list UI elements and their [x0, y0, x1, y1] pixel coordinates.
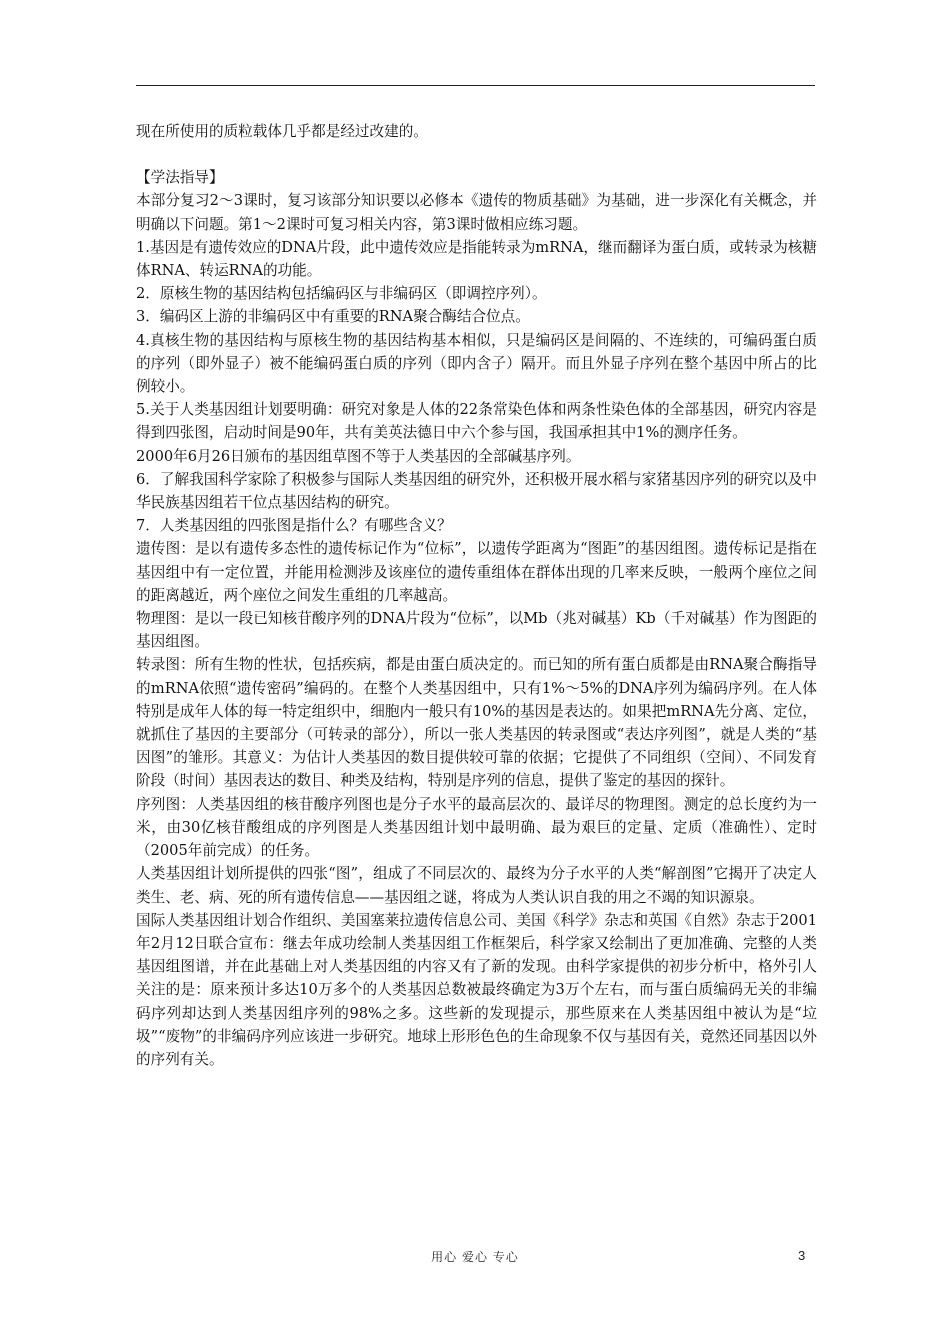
paragraph-draft-note: 2000年6月26日颁布的基因组草图不等于人类基因的全部碱基序列。 — [136, 447, 581, 465]
page-number: 3 — [798, 1248, 806, 1263]
paragraph-point-2: 2．原核生物的基因结构包括编码区与非编码区（即调控序列）。 — [136, 285, 547, 303]
paragraph-sequence-map: 序列图：人类基因组的核苷酸序列图也是分子水平的最高层次的、最详尽的物理图。测定的总长度约为一米，由30亿核苷酸组成的序列图是人类基因组计划中最明确、最为艰巨的定量、定质（准确性）、定时（2005年前完成）的任务。 — [136, 795, 817, 860]
section-heading: 【学法指导】 — [136, 169, 224, 187]
paragraph-overview: 本部分复习2～3课时，复习该部分知识要以必修本《遗传的物质基础》为基础，进一步深化有关概念，并明确以下问题。第1～2课时可复习相关内容，第3课时做相应练习题。 — [136, 192, 817, 233]
paragraph-genetic-map: 遗传图：是以有遗传多态性的遗传标记作为“位标”，以遗传学距离为“图距”的基因组图。遗传标记是指在基因组中有一定位置，并能用检测涉及该座位的遗传重组体在群体出现的几率来反映，一般两个座位之间的距离越近，两个座位之间发生重组的几率越高。 — [136, 540, 817, 604]
paragraph-gap — [136, 143, 817, 166]
paragraph-physical-map: 物理图：是以一段已知核苷酸序列的DNA片段为“位标”，以Mb（兆对碱基）Kb（千对碱基）作为图距的基因组图。 — [136, 610, 817, 651]
paragraph-transcript-map: 转录图：所有生物的性状，包括疾病，都是由蛋白质决定的。而已知的所有蛋白质都是由RNA聚合酶指导的mRNA依照“遗传密码”编码的。在整个人类基因组中，只有1%～5%的DNA序列为编码序列。在人体特别是成年人体的每一特定组织中，细胞内一般只有10%的基因是表达的。如果把mRNA先分离、定位，就抓住了基因的主要部分（可转录的部分），所以一张人类基因的转录图或“表达序列图”，就是人类的“基因图”的雏形。其意义：为估计人类基因的数目提供较可靠的依据；它提供了不同组织（空间）、不同发育阶段（时间）基因表达的数目、种类及结构，特别是序列的信息，提供了鉴定的基因的探针。 — [136, 656, 817, 790]
paragraph-intro-line: 现在所使用的质粒载体几乎都是经过改建的。 — [136, 123, 428, 140]
footer-motto: 用心 爱心 专心 — [431, 1250, 519, 1264]
paragraph-point-6: 6．了解我国科学家除了积极参与国际人类基因组的研究外，还积极开展水稻与家猪基因序列的研究以及中华民族基因组若干位点基因结构的研究。 — [136, 470, 817, 512]
paragraph-point-3: 3．编码区上游的非编码区中有重要的RNA聚合酶结合位点。 — [136, 308, 530, 326]
paragraph-point-7: 7．人类基因组的四张图是指什么？有哪些含义？ — [136, 517, 452, 535]
paragraph-point-1: 1.基因是有遗传效应的DNA片段，此中遗传效应是指能转录为mRNA，继而翻译为蛋白质，或转录为核糖体RNA、转运RNA的功能。 — [136, 238, 817, 280]
paragraph-four-maps: 人类基因组计划所提供的四张“图”，组成了不同层次的、最终为分子水平的人类“解剖图”它揭开了决定人类生、老、病、死的所有遗传信息——基因组之谜，将成为人类认识自我的用之不竭的知识源泉。 — [136, 865, 817, 906]
document-body — [136, 120, 817, 1071]
paragraph-point-4: 4.真核生物的基因结构与原核生物的基因结构基本相似，只是编码区是间隔的、不连续的，可编码蛋白质的序列（即外显子）被不能编码蛋白质的序列（即内含子）隔开。而且外显子序列在整个基因中所占的比例较小。 — [136, 331, 817, 396]
header-rule — [136, 85, 815, 86]
paragraph-point-5: 5.关于人类基因组计划要明确：研究对象是人体的22条常染色体和两条性染色体的全部基因，研究内容是得到四张图，启动时间是90年，共有美英法德日中六个参与国，我国承担其中1%的测序任务。 — [136, 401, 817, 442]
paragraph-announcement: 国际人类基因组计划合作组织、美国塞莱拉遗传信息公司、美国《科学》杂志和英国《自然》杂志于2001年2月12日联合宣布：继去年成功绘制人类基因组工作框架后，科学家又绘制出了更加准确、完整的人类基因组图谱，并在此基础上对人类基因组的内容又有了新的发现。由科学家提供的初步分析中，格外引人关注的是：原来预计多达10万多个的人类基因总数被最终确定为3万个左右，而与蛋白质编码无关的非编码序列却达到人类基因组序列的98%之多。这些新的发现提示，那些原来在人类基因组中被认为是“垃圾”“废物”的非编码序列应该进一步研究。地球上形形色色的生命现象不仅与基因有关，竟然还同基因以外的序列有关。 — [136, 911, 817, 1068]
